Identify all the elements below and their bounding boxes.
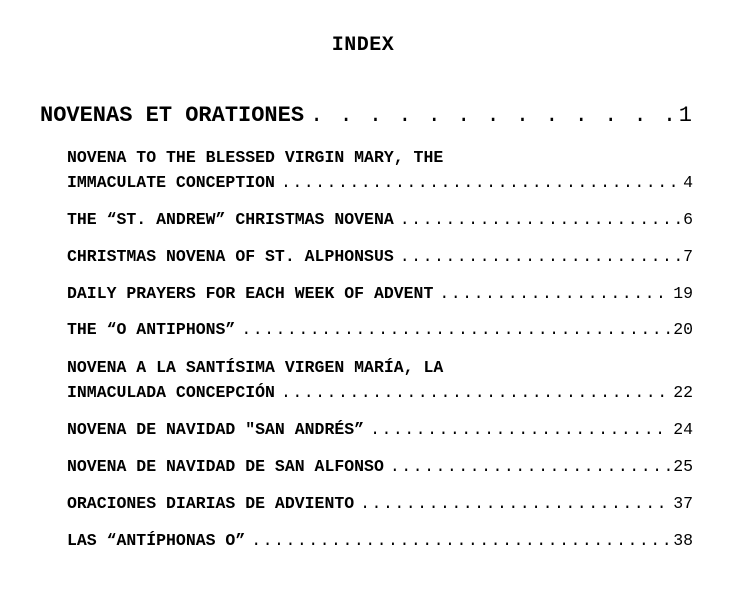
toc-leader [400,247,680,266]
toc-leader [370,420,670,439]
toc-entry-label: CHRISTMAS NOVENA OF ST. ALPHONSUS [67,247,394,266]
toc-entry-label: INMACULADA CONCEPCIÓN [67,383,275,402]
toc-entry-page: 6 [683,210,693,229]
toc-entry-page: 7 [683,247,693,266]
toc-entry-page: 38 [673,531,693,550]
toc-section-page: 1 [678,103,692,128]
toc-entry-label: NOVENA DE NAVIDAD "SAN ANDRÉS” [67,420,365,439]
toc-entry-page: 19 [673,284,693,303]
toc-leader [310,103,676,128]
toc-entry[interactable] [67,420,693,439]
toc-leader [241,320,670,339]
toc-leader [390,457,670,476]
toc-section-label: NOVENAS ET ORATIONES [40,103,305,128]
toc-entry-page: 22 [673,383,693,402]
toc-entry-label: IMMACULATE CONCEPTION [67,173,275,192]
toc-leader [281,173,680,192]
toc-entry-first-line: NOVENA A LA SANTÍSIMA VIRGEN MARÍA, LA [67,358,444,377]
index-title: INDEX [331,34,395,57]
toc-entry-page: 4 [683,173,693,192]
toc-leader [400,210,680,229]
toc-entry-label: ORACIONES DIARIAS DE ADVIENTO [67,494,355,513]
toc-entry[interactable] [67,457,693,476]
toc-section-row[interactable] [40,103,692,128]
toc-entry[interactable] [67,320,693,339]
toc-entry-label: LAS “ANTÍPHONAS O” [67,531,246,550]
toc-leader [360,494,670,513]
toc-entry-page: 24 [673,420,693,439]
toc-leader [251,531,670,550]
toc-entry[interactable] [67,284,693,303]
toc-entry[interactable] [67,531,693,550]
toc-entry[interactable] [67,210,693,229]
toc-leader [439,284,670,303]
toc-entry[interactable] [67,173,693,192]
toc-entry-page: 37 [673,494,693,513]
toc-entry[interactable] [67,494,693,513]
toc-entry[interactable] [67,247,693,266]
toc-entry-first-line: NOVENA TO THE BLESSED VIRGIN MARY, THE [67,148,444,167]
toc-entry-label: DAILY PRAYERS FOR EACH WEEK OF ADVENT [67,284,434,303]
toc-entry-label: THE “ST. ANDREW” CHRISTMAS NOVENA [67,210,394,229]
toc-entry[interactable] [67,383,693,402]
toc-entry-label: NOVENA DE NAVIDAD DE SAN ALFONSO [67,457,384,476]
toc-leader [281,383,670,402]
toc-entry-page: 25 [673,457,693,476]
toc-entry-page: 20 [673,320,693,339]
toc-entry-label: THE “O ANTIPHONS” [67,320,236,339]
